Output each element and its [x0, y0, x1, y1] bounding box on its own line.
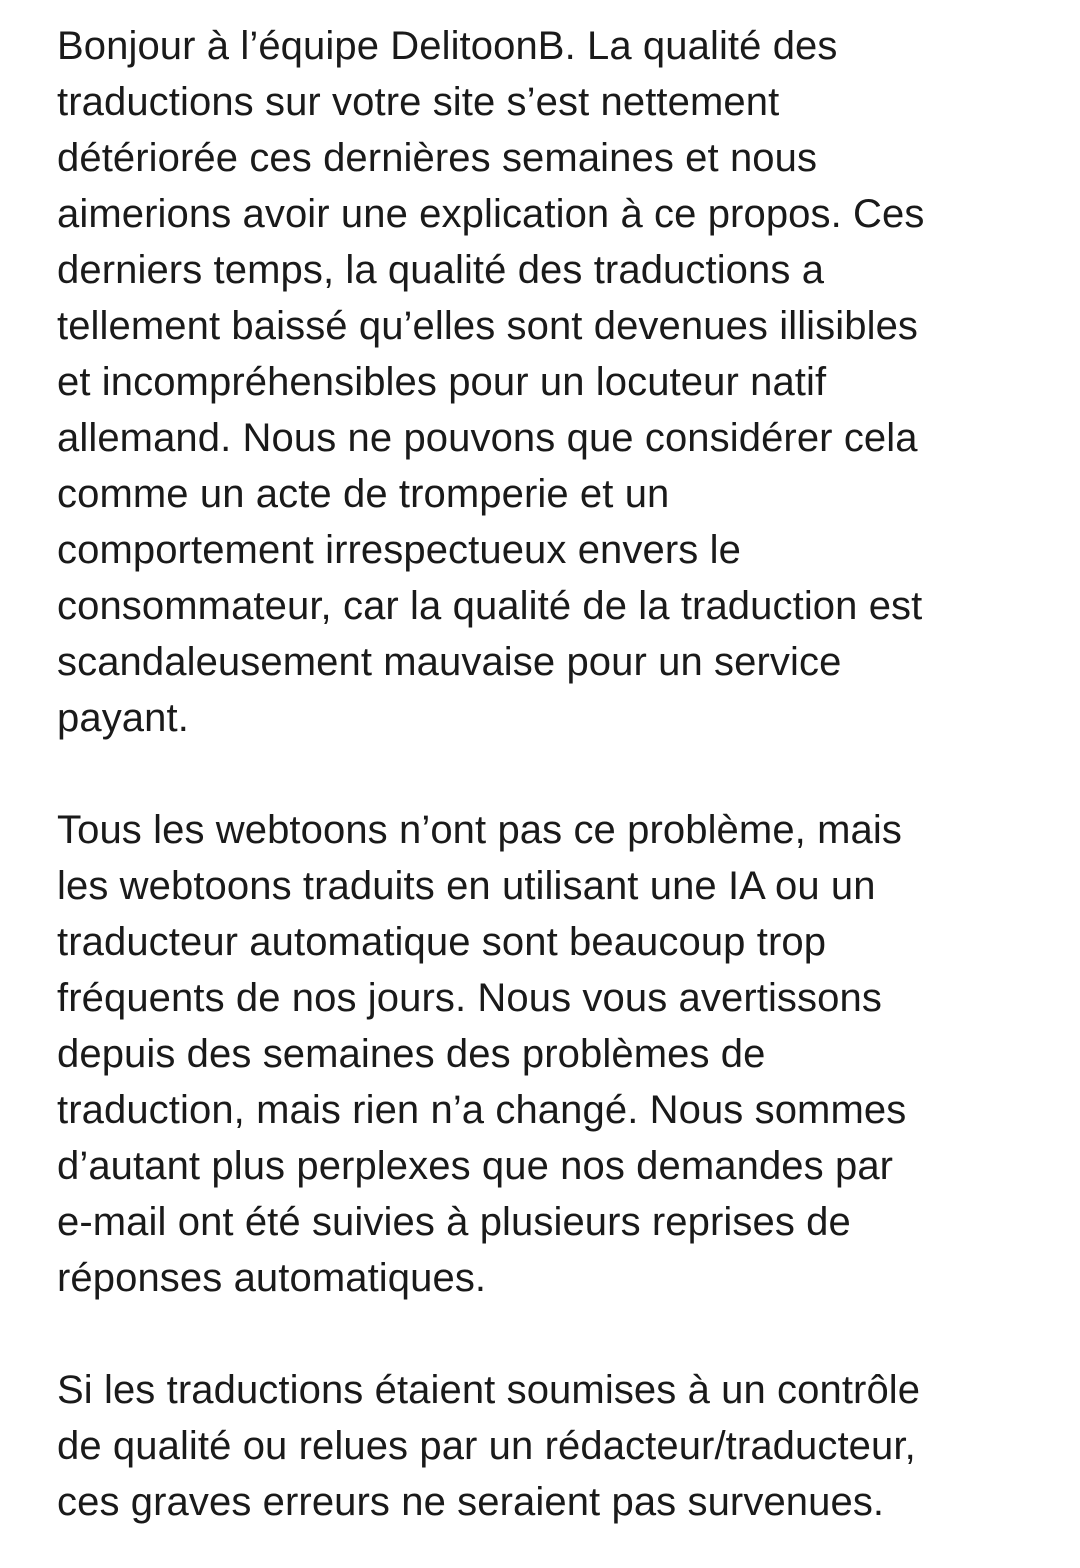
text-line: traductions sur votre site s’est nettement — [57, 80, 780, 124]
text-line: Si les traductions étaient soumises à un contrôle — [57, 1368, 921, 1412]
text-line: fréquents de nos jours. Nous vous avertissons — [57, 976, 882, 1020]
text-line: allemand. Nous ne pouvons que considérer cela — [57, 416, 918, 460]
text-line: et incompréhensibles pour un locuteur natif — [57, 360, 827, 404]
paragraph-1 — [57, 18, 1067, 746]
text-line: comme un acte de tromperie et un — [57, 472, 670, 516]
text-line: détériorée ces dernières semaines et nous — [57, 136, 818, 180]
text-line: les webtoons traduits en utilisant une IA ou un — [57, 864, 876, 908]
text-line: Bonjour à l’équipe DelitoonB. La qualité des — [57, 24, 838, 68]
text-line: depuis des semaines des problèmes de — [57, 1032, 766, 1076]
text-line: comportement irrespectueux envers le — [57, 528, 741, 572]
text-line: traducteur automatique sont beaucoup trop — [57, 920, 827, 964]
paragraph-spacer — [57, 746, 1067, 802]
note-text-body — [57, 18, 1067, 1530]
paragraph-3 — [57, 1362, 1067, 1530]
text-line: Tous les webtoons n’ont pas ce problème, mais — [57, 808, 902, 852]
paragraph-spacer — [57, 1306, 1067, 1362]
text-line: tellement baissé qu’elles sont devenues illisibles — [57, 304, 919, 348]
text-line: consommateur, car la qualité de la traduction est — [57, 584, 923, 628]
text-line: scandaleusement mauvaise pour un service — [57, 640, 842, 684]
text-line: réponses automatiques. — [57, 1256, 487, 1300]
text-line: e-mail ont été suivies à plusieurs reprises de — [57, 1200, 851, 1244]
text-line: derniers temps, la qualité des traductions a — [57, 248, 825, 292]
text-line: traduction, mais rien n’a changé. Nous sommes — [57, 1088, 907, 1132]
paragraph-2 — [57, 802, 1067, 1306]
text-line: d’autant plus perplexes que nos demandes par — [57, 1144, 894, 1188]
text-line: de qualité ou relues par un rédacteur/traducteur, — [57, 1424, 916, 1468]
text-line: ces graves erreurs ne seraient pas survenues. — [57, 1480, 885, 1524]
text-line: payant. — [57, 696, 189, 740]
text-line: aimerions avoir une explication à ce propos. Ces — [57, 192, 925, 236]
